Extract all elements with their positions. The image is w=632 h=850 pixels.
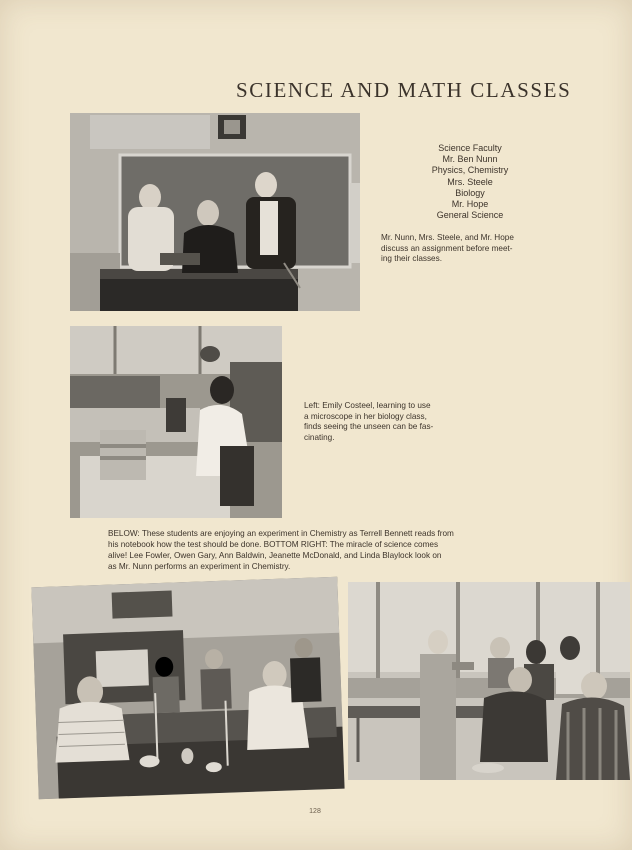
microscope-photo-caption (304, 401, 474, 443)
faculty-line: Science Faculty (438, 143, 502, 153)
caption-line: ing their classes. (381, 254, 442, 263)
caption-line: Left: Emily Costeel, learning to use (304, 401, 431, 410)
chemistry-class-photo (31, 577, 344, 800)
caption-line: as Mr. Nunn performs an experiment in Chemistry. (108, 562, 291, 571)
faculty-photo-image (70, 113, 360, 311)
faculty-line: General Science (436, 210, 504, 221)
page-title: SCIENCE AND MATH CLASSES (236, 78, 572, 103)
microscope-photo (70, 326, 282, 518)
caption-line: Mr. Nunn, Mrs. Steele, and Mr. Hope (381, 233, 514, 242)
caption-line: BELOW: These students are enjoying an experiment in Chemistry as Terrell Bennett reads from (108, 529, 454, 538)
microscope-photo-image (70, 326, 282, 518)
chemistry-experiment-photo (348, 582, 630, 780)
caption-line: alive! Lee Fowler, Owen Gary, Ann Baldwin, Jeanette McDonald, and Linda Blaylock look on (108, 551, 442, 560)
page-number: 128 (309, 808, 321, 815)
faculty-line: Physics, Chemistry (431, 165, 509, 176)
faculty-line: Mrs. Steele (447, 176, 493, 187)
chemistry-experiment-photo-image (348, 582, 630, 780)
caption-line: cinating. (304, 432, 335, 442)
faculty-photo-caption (381, 233, 546, 265)
faculty-line: Mr. Ben Nunn (442, 154, 498, 165)
faculty-line: Biology (455, 187, 485, 198)
faculty-line: Mr. Hope (451, 199, 489, 210)
caption-line: his notebook how the test should be done. BOTTOM RIGHT: The miracle of science comes (108, 540, 439, 549)
caption-line: discuss an assignment before meet- (381, 243, 513, 253)
caption-line: finds seeing the unseen can be fas- (304, 422, 434, 431)
bottom-photos-caption (108, 528, 540, 572)
chemistry-class-photo-image (31, 577, 344, 800)
faculty-list (380, 143, 560, 221)
caption-line: a microscope in her biology class, (304, 411, 427, 421)
faculty-photo (70, 113, 360, 311)
